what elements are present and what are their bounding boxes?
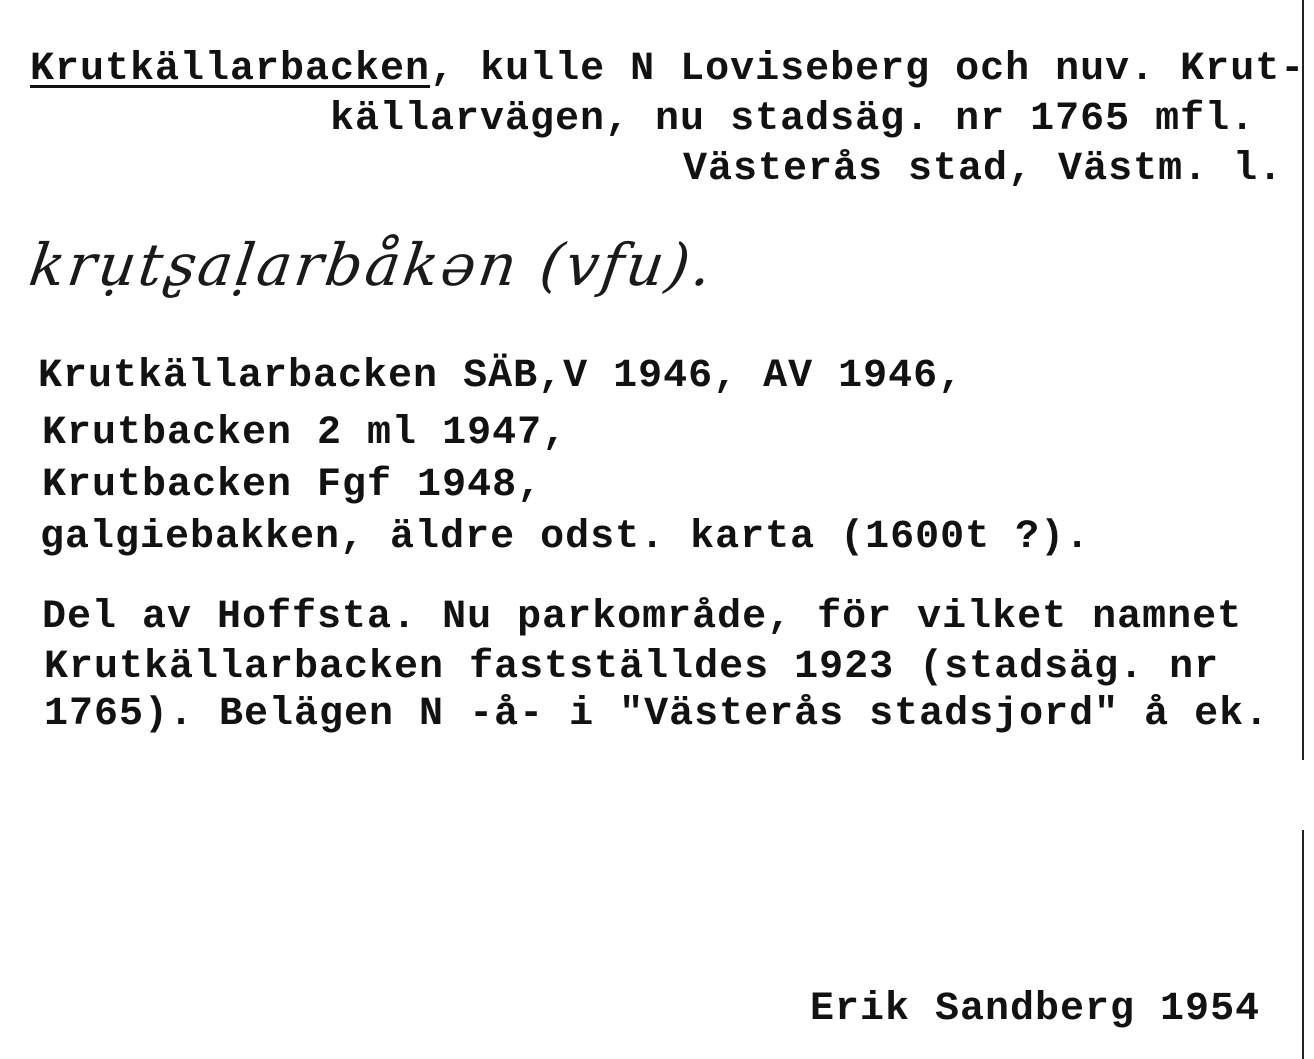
headword: Krutkällarbacken [30, 47, 431, 92]
description-line: 1765). Belägen N -å- i "Västerås stadsjord" å ek. [44, 692, 1270, 737]
description-line: Del av Hoffsta. Nu parkområde, för vilket namnet [42, 595, 1243, 640]
header-line-1-rest: , kulle N Loviseberg och nuv. Krut- [430, 47, 1306, 92]
header-line-2: källarvägen, nu stadsäg. nr 1765 mfl. [330, 97, 1256, 142]
source-line: galgiebakken, äldre odst. karta (1600t ?). [40, 515, 1091, 560]
signature: Erik Sandberg 1954 [810, 987, 1261, 1032]
header-line-3: Västerås stad, Västm. l. [683, 147, 1284, 192]
source-line: Krutbacken Fgf 1948, [42, 463, 543, 508]
source-line: Krutbacken 2 ml 1947, [42, 411, 568, 456]
card-edge-line [1302, 0, 1304, 760]
source-line: Krutkällarbacken SÄB,V 1946, AV 1946, [38, 354, 964, 399]
card-edge-line-lower [1302, 830, 1304, 1059]
header-line-1 [30, 48, 1305, 92]
handwritten-pronunciation: krụtʂaḷarbåkən (vfu). [25, 231, 719, 299]
description-line: Krutkällarbacken fastställdes 1923 (stadsäg. nr [44, 645, 1220, 690]
